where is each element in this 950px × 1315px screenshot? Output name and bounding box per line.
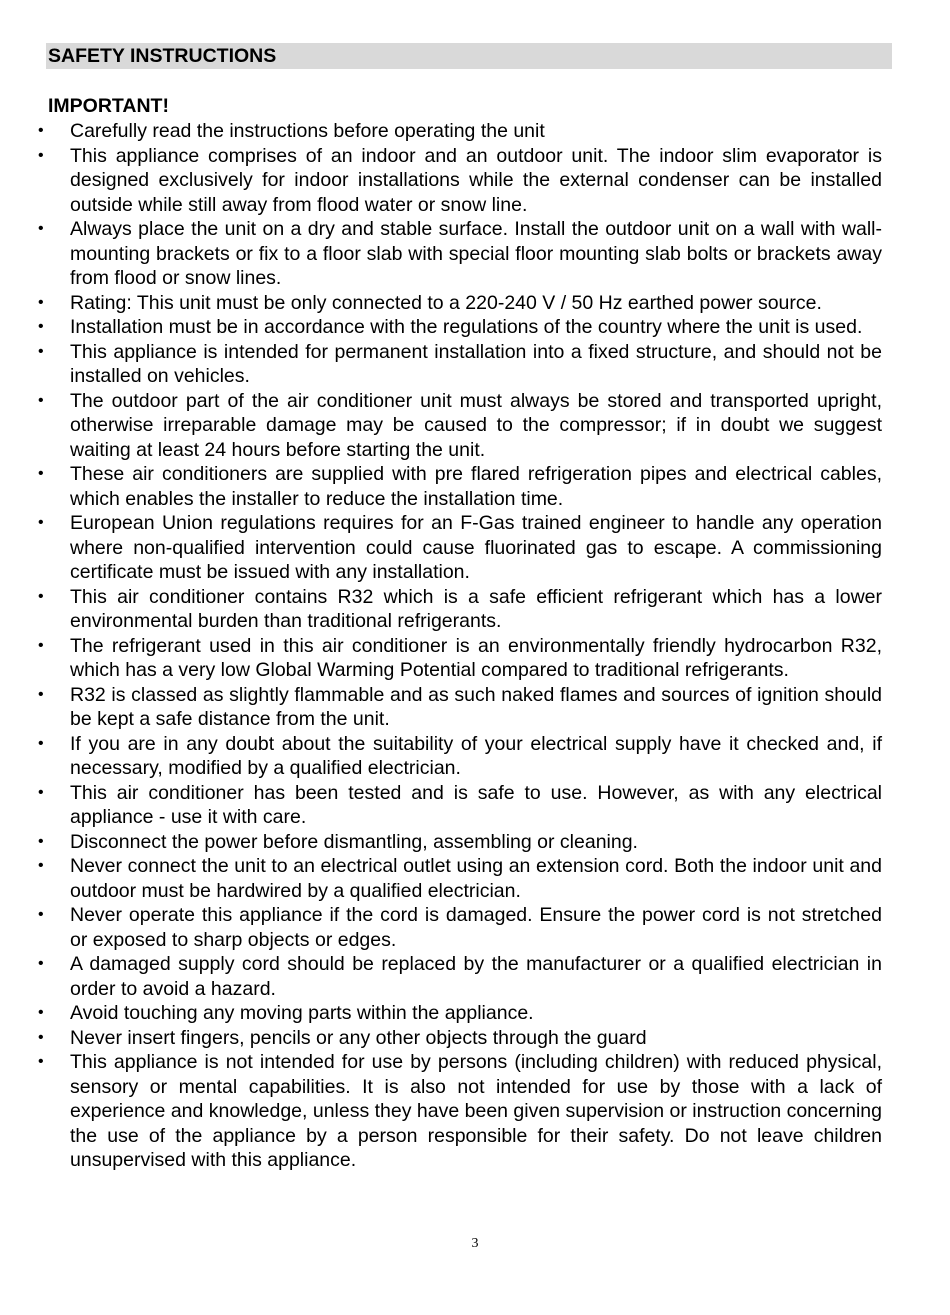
bullet-text: This air conditioner has been tested and is safe to use. However, as with any electrical appliance - use it with care. xyxy=(70,781,882,828)
bullet-text: This appliance is intended for permanent installation into a fixed structure, and should not be installed on vehicles. xyxy=(70,340,882,387)
bullet-icon: • xyxy=(38,734,44,752)
bullet-text: Avoid touching any moving parts within the appliance. xyxy=(70,1002,534,1024)
bullet-icon: • xyxy=(38,685,44,703)
bullet-icon: • xyxy=(38,122,44,139)
bullet-text: R32 is classed as slightly flammable and as such naked flames and sources of ignition should be kept a safe distance from the unit. xyxy=(70,683,882,730)
bullet-item xyxy=(0,144,950,218)
bullet-text: This appliance is not intended for use by persons (including children) with reduced physical, sensory or mental capabilities. It is also not intended for use by those with a lack of experience and knowledge, unless they have been given supervision or instruction concerning the use of the appliance by a person responsible for their safety. Do not leave children unsupervised with this appliance. xyxy=(70,1051,882,1171)
bullet-item xyxy=(0,683,950,732)
bullet-icon: • xyxy=(38,1028,44,1046)
bullet-icon: • xyxy=(38,220,44,237)
bullet-item xyxy=(0,340,950,389)
bullet-text: Rating: This unit must be only connected to a 220-240 V / 50 Hz earthed power source. xyxy=(70,291,822,314)
bullet-text: Disconnect the power before dismantling, assembling or cleaning. xyxy=(70,830,638,853)
bullet-text: The outdoor part of the air conditioner unit must always be stored and transported upright, otherwise irreparable damage may be caused to the compressor; if in doubt we suggest waiting at least 24 hours before starting the unit. xyxy=(70,389,882,461)
bullet-item xyxy=(0,462,950,511)
bullet-text: This appliance comprises of an indoor and an outdoor unit. The indoor slim evaporator is designed exclusively for indoor installations while the external condenser can be installed outside while still away from flood water or snow line. xyxy=(70,144,882,216)
bullet-text: Installation must be in accordance with the regulations of the country where the unit is used. xyxy=(70,316,863,338)
bullet-text: Always place the unit on a dry and stable surface. Install the outdoor unit on a wall with wall-mounting brackets or fix to a floor slab with special floor mounting slab bolts or brackets away from flood or snow lines. xyxy=(70,218,882,289)
bullet-icon: • xyxy=(38,857,44,874)
safety-bullet-list xyxy=(0,119,950,1173)
bullet-icon: • xyxy=(38,636,44,654)
bullet-item xyxy=(0,585,950,634)
bullet-icon: • xyxy=(38,587,44,605)
bullet-icon: • xyxy=(38,832,44,850)
bullet-icon: • xyxy=(38,293,44,311)
bullet-icon: • xyxy=(38,391,44,409)
page-number: 3 xyxy=(471,1236,479,1251)
bullet-item xyxy=(0,1026,950,1051)
bullet-icon: • xyxy=(38,906,44,923)
section-title: SAFETY INSTRUCTIONS xyxy=(46,43,892,69)
bullet-text: If you are in any doubt about the suitability of your electrical supply have it checked and, if necessary, modified by a qualified electrician. xyxy=(70,732,882,779)
bullet-item xyxy=(0,830,950,855)
bullet-item xyxy=(0,634,950,683)
bullet-item xyxy=(0,854,950,903)
bullet-text: These air conditioners are supplied with pre flared refrigeration pipes and electrical cables, which enables the installer to reduce the installation time. xyxy=(70,463,882,510)
bullet-item xyxy=(0,781,950,830)
bullet-icon: • xyxy=(38,1053,44,1070)
important-label: IMPORTANT! xyxy=(48,95,169,117)
bullet-icon: • xyxy=(38,1004,44,1021)
bullet-text: The refrigerant used in this air conditioner is an environmentally friendly hydrocarbon R32, which has a very low Global Warming Potential compared to traditional refrigerants. xyxy=(70,634,882,681)
bullet-text: This air conditioner contains R32 which is a safe efficient refrigerant which has a lower environmental burden than traditional refrigerants. xyxy=(70,585,882,632)
bullet-icon: • xyxy=(38,465,44,482)
bullet-item xyxy=(0,389,950,463)
bullet-icon: • xyxy=(38,783,44,801)
bullet-text: Never connect the unit to an electrical outlet using an extension cord. Both the indoor unit and outdoor must be hardwired by a qualified electrician. xyxy=(70,855,882,902)
bullet-icon: • xyxy=(38,955,44,972)
bullet-item xyxy=(0,119,950,144)
bullet-item xyxy=(0,903,950,952)
bullet-icon: • xyxy=(38,146,44,164)
bullet-item xyxy=(0,217,950,291)
bullet-item xyxy=(0,952,950,1001)
bullet-item xyxy=(0,511,950,585)
bullet-item xyxy=(0,315,950,340)
bullet-item xyxy=(0,1001,950,1026)
bullet-icon: • xyxy=(38,514,44,531)
bullet-text: Never operate this appliance if the cord is damaged. Ensure the power cord is not stretched or exposed to sharp objects or edges. xyxy=(70,904,882,951)
bullet-item xyxy=(0,1050,950,1173)
bullet-icon: • xyxy=(38,318,44,335)
bullet-text: Carefully read the instructions before operating the unit xyxy=(70,120,545,142)
bullet-item xyxy=(0,291,950,316)
bullet-icon: • xyxy=(38,342,44,360)
bullet-item xyxy=(0,732,950,781)
bullet-text: European Union regulations requires for an F-Gas trained engineer to handle any operation where non-qualified intervention could cause fluorinated gas to escape. A commissioning certificate must be issued with any installation. xyxy=(70,512,882,583)
bullet-text: A damaged supply cord should be replaced by the manufacturer or a qualified electrician in order to avoid a hazard. xyxy=(70,953,882,1000)
bullet-text: Never insert fingers, pencils or any other objects through the guard xyxy=(70,1026,647,1049)
